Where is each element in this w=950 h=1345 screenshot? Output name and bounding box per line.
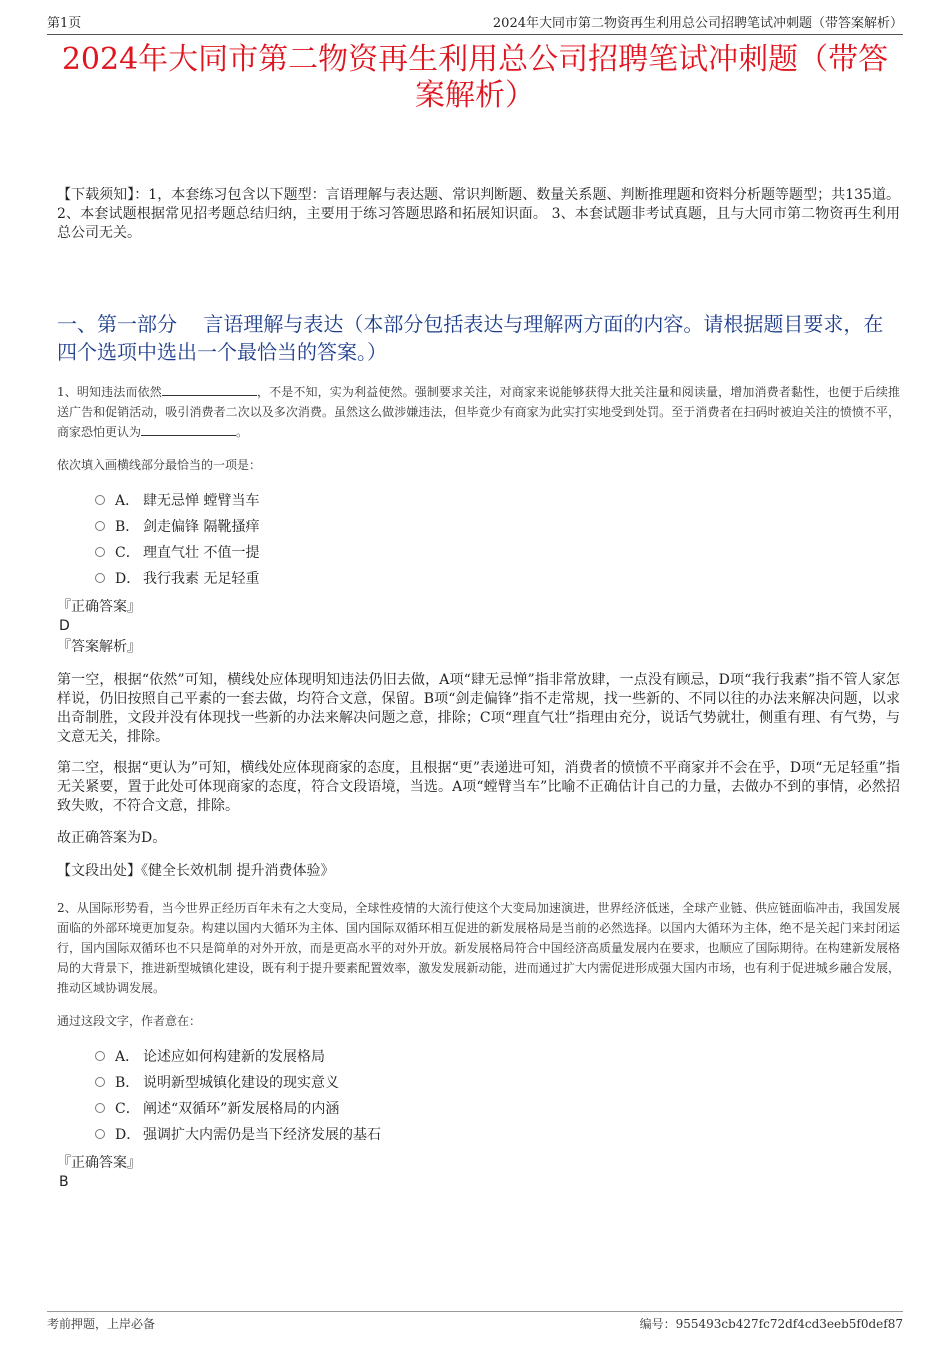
option-text: 论述应如何构建新的发展格局 [143,1049,325,1065]
option-letter: A． [115,493,140,509]
question-1-analysis-paragraph-2: 第二空，根据“更认为”可知，横线处应体现商家的态度，且根据“更”表递进可知，消费者的愤愤不平商家并不会在乎，D项“无足轻重”指无关紧要，置于此处可体现商家的态度，符合文段语境，当选。A项“螳臂当车”比喻不正确估计自己的力量，去做办不到的事情，必然招致失败，不符合文意，排除。 [57,760,900,814]
option-a[interactable] [95,488,259,514]
option-text: 阐述“双循环”新发展格局的内涵 [143,1101,340,1117]
radio-icon[interactable] [95,1103,105,1113]
question-2-answer: B [59,1174,69,1190]
option-text: 理直气壮 不值一提 [143,545,260,561]
option-b[interactable] [95,1070,381,1096]
radio-icon[interactable] [95,547,105,557]
question-1-stem-part-b: ，不是不知，实为利益使然。强制要求关注，对商家来说能够获得大批关注量和阅读量，增加消费者黏性，也便于后续推送广告和促销活动，吸引消费者二次以及多次消费。虽然这么做涉嫌违法，但毕竟少有商家为此实打实地受到处罚。至于消费者在扫码时被迫关注的愤愤不平，商家恐怕更认为 [57,385,900,439]
option-d[interactable] [95,566,259,592]
question-1-source: 【文段出处】《健全长效机制 提升消费体验》 [57,863,335,879]
question-1-conclusion: 故正确答案为D。 [57,830,167,846]
question-1-stem [57,382,900,442]
question-2-prompt: 通过这段文字，作者意在： [57,1014,202,1028]
option-letter: D． [115,571,141,587]
radio-icon[interactable] [95,1129,105,1139]
question-1-stem-part-c: 。 [236,425,249,439]
option-a[interactable] [95,1044,381,1070]
option-b[interactable] [95,514,259,540]
option-text: 我行我素 无足轻重 [143,571,260,587]
radio-icon[interactable] [95,495,105,505]
radio-icon[interactable] [95,1051,105,1061]
fill-blank-2 [141,423,236,436]
footer-slogan: 考前押题，上岸必备 [47,1317,156,1331]
question-2-options [95,1044,381,1148]
option-letter: C． [115,1101,140,1117]
footer-document-id: 编号：955493cb427fc72df4cd3eeb5f0def87 [639,1317,903,1331]
option-text: 强调扩大内需仍是当下经济发展的基石 [143,1127,381,1143]
question-1-analysis-paragraph-1: 第一空，根据“依然”可知，横线处应体现明知违法仍旧去做，A项“肆无忌惮”指非常放肆，一点没有顾忌，D项“我行我素”指不管人家怎样说，仍旧按照自己平素的一套去做，均符合文意，保留。B项“剑走偏锋”指不走常规，找一些新的、不同以往的办法来解决问题，以求出奇制胜，文段并没有体现找一些新的办法来解决问题之意，排除；C项“理直气壮”指理由充分，说话气势就壮，侧重有理、有气势，与文意无关，排除。 [57,672,900,745]
page-number: 第1页 [47,16,82,31]
option-letter: A． [115,1049,140,1065]
download-notice: 【下载须知】：1，本套练习包含以下题型：言语理解与表达题、常识判断题、数量关系题、判断推理题和资料分析题等题型；共135道。 2、本套试题根据常见招考题总结归纳，主要用于练习答题思路和拓展知识面。 3、本套试题非考试真题，且与大同市第二物资再生利用总公司无关。 [57,187,900,241]
option-letter: C． [115,545,140,561]
question-1-options [95,488,259,592]
question-1-answer: D [59,618,70,634]
option-letter: D． [115,1127,141,1143]
option-text: 肆无忌惮 螳臂当车 [143,493,260,509]
question-2-stem: 2、从国际形势看，当今世界正经历百年未有之大变局，全球性疫情的大流行使这个大变局加速演进，世界经济低迷，全球产业链、供应链面临冲击，我国发展面临的外部环境更加复杂。构建以国内大循环为主体、国内国际双循环相互促进的新发展格局是当前的必然选择。以国内大循环为主体，绝不是关起门来封闭运行，国内国际双循环也不只是简单的对外开放，而是更高水平的对外开放。新发展格局符合中国经济高质量发展内在要求，也顺应了国际期待。在构建新发展格局的大背景下，推进新型城镇化建设，既有利于提升要素配置效率，激发发展新动能，进而通过扩大内需促进形成强大国内市场，也有利于促进城乡融合发展，推动区域协调发展。 [57,901,900,995]
radio-icon[interactable] [95,1077,105,1087]
section-title: 一、第一部分 言语理解与表达（本部分包括表达与理解两方面的内容。请根据题目要求，在四个选项中选出一个最恰当的答案。） [57,312,884,364]
option-d[interactable] [95,1122,381,1148]
option-text: 说明新型城镇化建设的现实意义 [143,1075,339,1091]
fill-blank-1 [162,383,257,396]
radio-icon[interactable] [95,521,105,531]
question-1-answer-label: 『正确答案』 [57,599,141,615]
document-title: 2024年大同市第二物资再生利用总公司招聘笔试冲刺题（带答案解析） [61,42,889,113]
question-2-answer-label: 『正确答案』 [57,1155,141,1171]
radio-icon[interactable] [95,573,105,583]
page-footer [47,1311,903,1331]
question-1-prompt: 依次填入画横线部分最恰当的一项是： [57,458,262,472]
option-text: 剑走偏锋 隔靴搔痒 [143,519,260,535]
option-c[interactable] [95,1096,381,1122]
option-letter: B． [115,1075,140,1091]
header-doc-title: 2024年大同市第二物资再生利用总公司招聘笔试冲刺题（带答案解析） [492,16,903,31]
question-1-analysis-label: 『答案解析』 [57,639,141,655]
option-c[interactable] [95,540,259,566]
question-1-stem-part-a: 1、明知违法而依然 [57,385,162,399]
option-letter: B． [115,519,140,535]
page-header [47,14,903,35]
